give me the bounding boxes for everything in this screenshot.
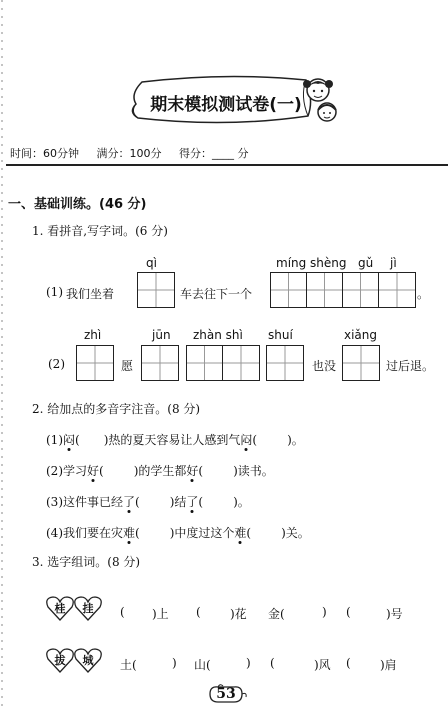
word-blank: ) (322, 605, 327, 619)
word-blank: )花 (230, 607, 247, 621)
item-number: (2) (48, 357, 65, 371)
sentence-text: 也没 (312, 359, 337, 373)
time-label: 时间：60分钟 (10, 147, 79, 160)
sentence-text: 过后退。 (386, 359, 435, 373)
divider (6, 164, 448, 166)
word-blank: ( (346, 656, 351, 670)
page-number-badge (204, 683, 248, 705)
word-blank: ( (270, 656, 275, 670)
polyphone-line-1: (1)闷( )热的夏天容易让人感到气闷( )。 (46, 433, 304, 447)
polyphone-line-2: (2)学习好( )的学生都好( )读书。 (46, 464, 274, 478)
word-blank: ( (120, 605, 125, 619)
heart-icon: 拔 (46, 647, 74, 673)
writing-grid[interactable] (186, 345, 260, 381)
writing-grid[interactable] (76, 345, 114, 381)
info-bar (10, 145, 448, 161)
full-score-label: 满分：100分 (96, 147, 162, 160)
pinyin: shèng (310, 256, 347, 270)
pinyin: míng (276, 256, 307, 270)
page-number: 53 (216, 686, 236, 702)
heart-icon: 挂 (74, 595, 102, 621)
writing-grid[interactable] (270, 272, 416, 308)
item-number: (1) (46, 285, 63, 299)
title-banner (128, 70, 340, 132)
word-blank: )肩 (380, 658, 397, 672)
pinyin: zhì (84, 328, 102, 342)
writing-grid[interactable] (342, 345, 380, 381)
sentence-text: 愿 (121, 359, 134, 373)
sentence-text: 我们坐着 (66, 287, 115, 301)
word-blank: 金( (268, 607, 285, 621)
question-2-title: 2. 给加点的多音字注音。(8 分) (32, 402, 201, 416)
pinyin: qì (146, 256, 157, 270)
question-1-title: 1. 看拼音,写字词。(6 分) (32, 224, 168, 238)
heart-icon: 桂 (46, 595, 74, 621)
word-blank: )风 (314, 658, 331, 672)
sentence-text: 车去往下一个 (180, 287, 253, 301)
binding-edge (0, 0, 4, 708)
word-blank: 土( (120, 658, 137, 672)
word-blank: )号 (386, 607, 403, 621)
pinyin: shuí (268, 328, 293, 342)
pinyin: xiǎng (344, 328, 378, 342)
polyphone-line-3: (3)这件事已经了( )结了( )。 (46, 495, 250, 509)
word-blank: ) (246, 656, 251, 670)
word-blank: )上 (152, 607, 169, 621)
section-heading: 一、基础训练。(46 分) (8, 197, 147, 212)
pinyin: gǔ (358, 256, 374, 270)
score-label: 得分：____ 分 (179, 147, 249, 160)
word-blank: 山( (194, 658, 211, 672)
heart-icon: 城 (74, 647, 102, 673)
pinyin: jì (390, 256, 397, 270)
pinyin: jūn (152, 328, 171, 342)
page-title: 期末模拟测试卷(一) (150, 95, 302, 115)
writing-grid[interactable] (141, 345, 179, 381)
pinyin: zhàn shì (193, 328, 243, 342)
writing-grid[interactable] (137, 272, 175, 308)
sentence-text: 。 (417, 287, 430, 301)
word-blank: ) (172, 656, 177, 670)
word-blank: ( (196, 605, 201, 619)
writing-grid[interactable] (266, 345, 304, 381)
word-blank: ( (346, 605, 351, 619)
polyphone-line-4: (4)我们要在灾难( )中度过这个难( )关。 (46, 526, 310, 540)
question-3-title: 3. 选字组词。(8 分) (32, 555, 141, 569)
